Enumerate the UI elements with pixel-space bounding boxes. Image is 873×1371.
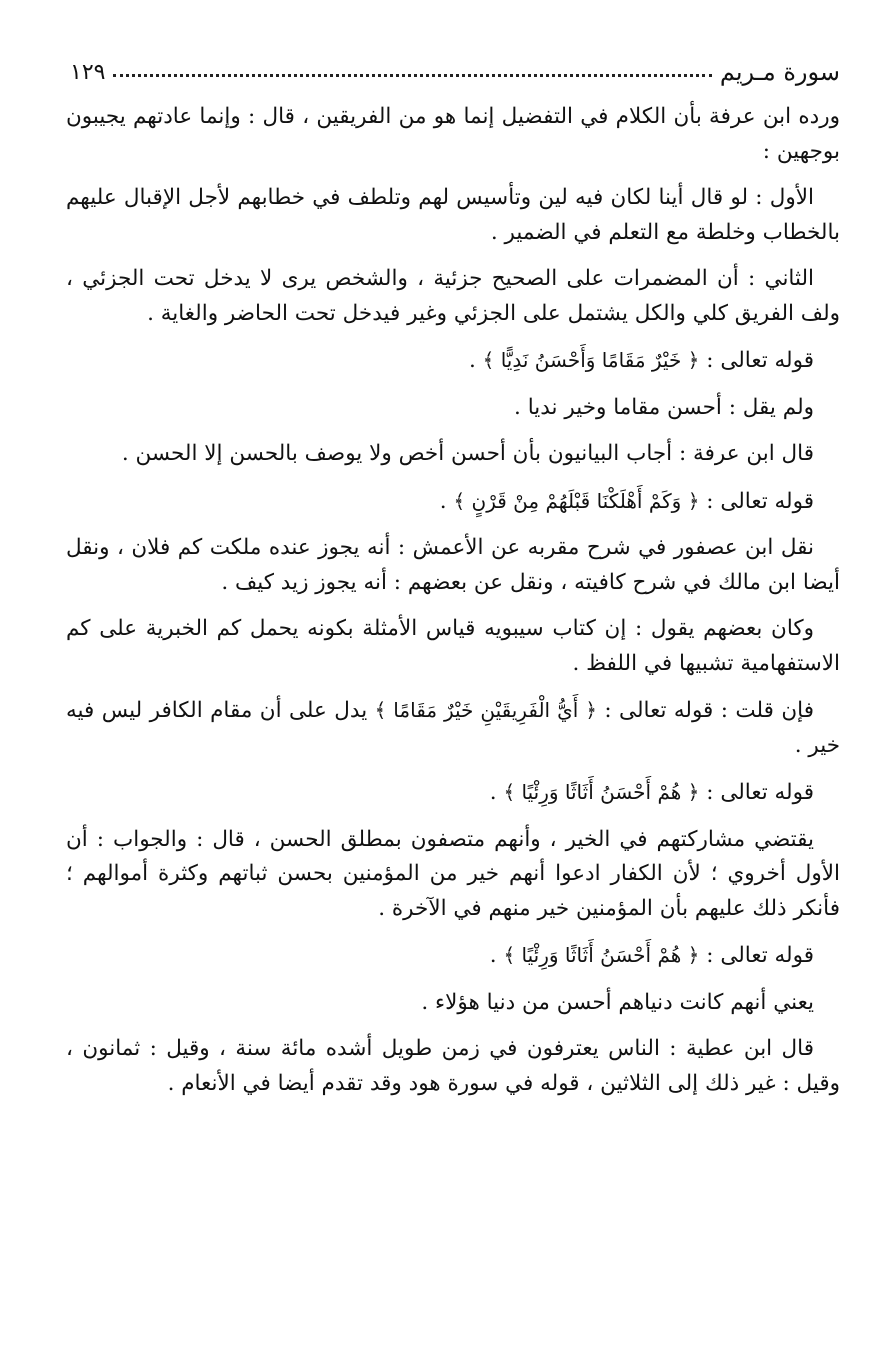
paragraph-text-after-verse: . (489, 943, 504, 968)
quran-verse: ﴿ خَيْرٌ مَقَامًا وَأَحْسَنُ نَدِيًّا ﴾ (482, 348, 700, 372)
quran-verse: ﴿ هُمْ أَحْسَنُ أَثَاثًا وَرِئْيًا ﴾ (503, 943, 700, 967)
paragraph-text: قال ابن عرفة : أجاب البيانيون بأن أحسن أخص ولا يوصف بالحسن إلا الحسن . (121, 441, 814, 466)
paragraph (66, 1032, 840, 1101)
paragraph (66, 531, 840, 600)
document-page (66, 52, 840, 1101)
paragraph-text: يقتضي مشاركتهم في الخير ، وأنهم متصفون بمطلق الحسن ، قال : والجواب : أن الأول أخروي ؛ لأن الكفار ادعوا أنهم خير من المؤمنين بحسن ثباتهم وكثرة أموالهم ؛ فأنكر ذلك عليهم بأن المؤمنين خير منهم في الآخرة . (66, 826, 840, 921)
paragraph-text-after-verse: يدل على أن مقام الكافر ليس فيه خير . (66, 698, 840, 758)
paragraph-text: قوله تعالى : (699, 780, 814, 805)
paragraph-text: قوله تعالى : (699, 488, 814, 514)
paragraph-text: الثاني : أن المضمرات على الصحيح جزئية ، والشخص يرى لا يدخل تحت الجزئي ، ولف الفريق كلي والكل يشتمل على الجزئي وغير فيدخل تحت الحاضر والغاية . (66, 266, 840, 326)
paragraph (66, 823, 840, 927)
paragraph (66, 181, 840, 250)
header-dotted-leader (113, 74, 711, 77)
paragraph-text: وكان بعضهم يقول : إن كتاب سيبويه قياس الأمثلة بكونه يحمل كم الخبرية على كم الاستفهامية تشبيها في اللفظ . (66, 616, 840, 676)
paragraph-text: قال ابن عطية : الناس يعترفون في زمن طويل أشده مائة سنة ، وقيل : ثمانون ، وقيل : غير ذلك إلى الثلاثين ، قوله في سورة هود وقد تقدم أيضا في الأنعام . (66, 1036, 840, 1096)
paragraph (66, 391, 840, 426)
paragraph (66, 262, 840, 331)
paragraph-text: قوله تعالى : (699, 943, 814, 968)
paragraph (66, 693, 840, 763)
paragraph (66, 986, 840, 1021)
paragraph-text-after-verse: . (468, 348, 483, 373)
paragraph (66, 484, 840, 520)
paragraph-text: ولم يقل : أحسن مقاما وخير نديا . (514, 394, 814, 420)
paragraph-text: قوله تعالى : (699, 348, 814, 373)
body-text (66, 100, 840, 1101)
paragraph-text: ورده ابن عرفة بأن الكلام في التفضيل إنما هو من الفريقين ، قال : وإنما عادتهم يجيبون بوجهين : (66, 104, 840, 164)
paragraph-text-after-verse: . (489, 780, 504, 805)
paragraph-text: فإن قلت : قوله تعالى : (596, 698, 814, 723)
quran-verse: ﴿ هُمْ أَحْسَنُ أَثَاثًا وَرِئْيًا ﴾ (503, 780, 700, 804)
paragraph (66, 612, 840, 681)
paragraph (66, 437, 840, 472)
paragraph (66, 938, 840, 974)
paragraph-text: نقل ابن عصفور في شرح مقربه عن الأعمش : أنه يجوز عنده ملكت كم فلان ، ونقل أيضا ابن مالك في شرح كافيته ، ونقل عن بعضهم : أنه يجوز زيد كيف . (66, 535, 840, 595)
quran-verse: ﴿ وَكَمْ أَهْلَكْنَا قَبْلَهُمْ مِنْ قَرْنٍ ﴾ (453, 488, 700, 513)
paragraph (66, 100, 840, 169)
paragraph-text-after-verse: . (439, 488, 454, 514)
paragraph-text: يعني أنهم كانت دنياهم أحسن من دنيا هؤلاء . (421, 989, 814, 1015)
surah-title: سورة مـريم (719, 58, 840, 86)
paragraph-text: الأول : لو قال أينا لكان فيه لين وتأسيس لهم وتلطف في خطابهم لأجل الإقبال عليهم بالخطاب وخلطة مع التعلم في الضمير . (66, 185, 840, 245)
paragraph (66, 775, 840, 811)
quran-verse: ﴿ أَيُّ الْفَرِيقَيْنِ خَيْرٌ مَقَامًا ﴾ (374, 698, 597, 722)
page-header (66, 52, 840, 92)
page-number: ١٢٩ (70, 59, 106, 85)
paragraph (66, 343, 840, 379)
